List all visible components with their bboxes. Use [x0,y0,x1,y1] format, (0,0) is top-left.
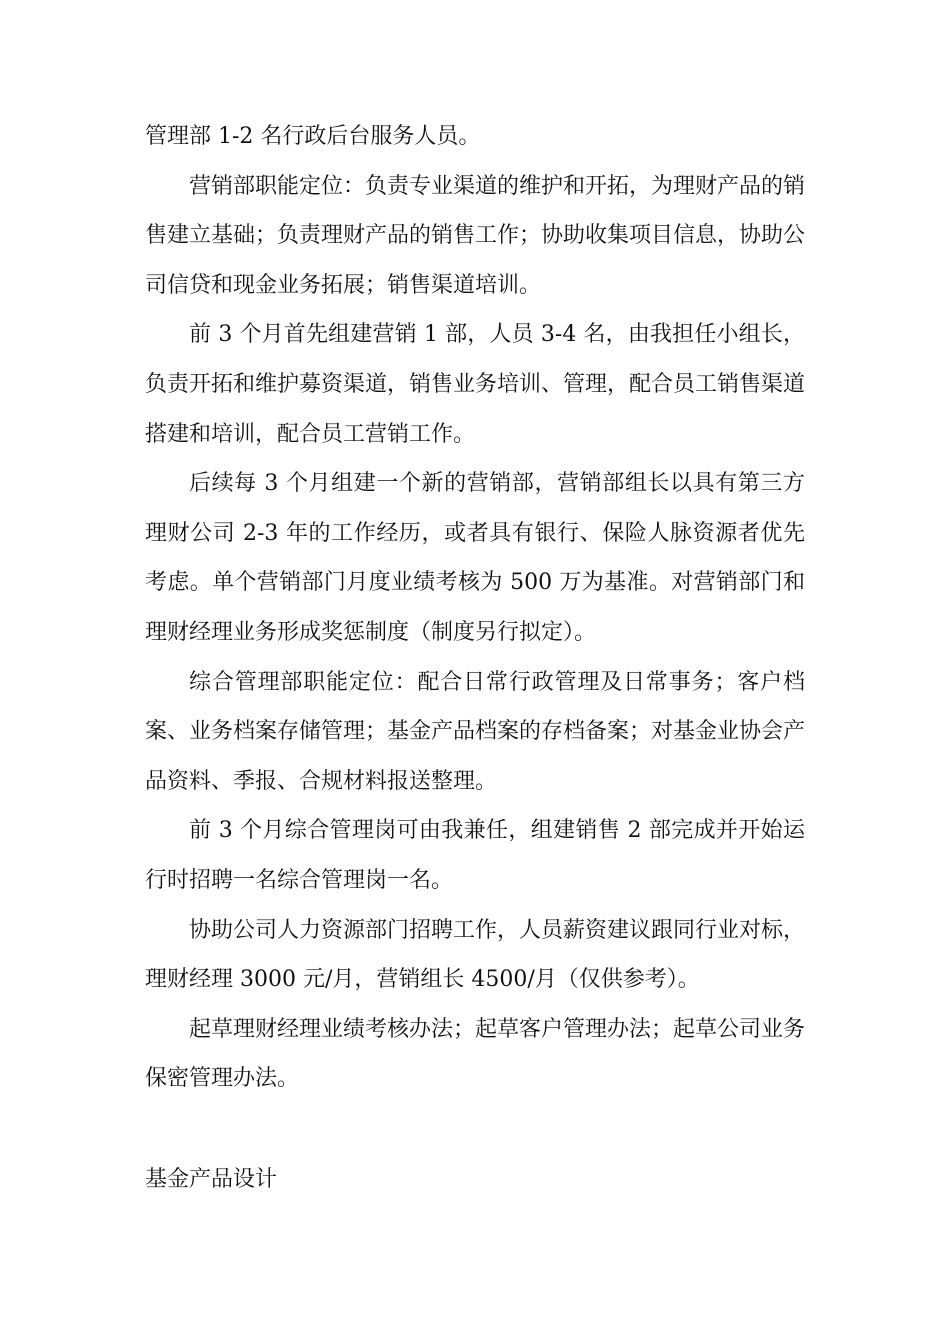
paragraph-6: 前 3 个月综合管理岗可由我兼任，组建销售 2 部完成并开始运行时招聘一名综合管理岗一名。 [145,818,805,893]
paragraph-7: 协助公司人力资源部门招聘工作，人员薪资建议跟同行业对标，理财经理 3000 元/月，营销组长 4500/月（仅供参考）。 [145,917,806,993]
paragraph-2: 营销部职能定位：负责专业渠道的维护和开拓，为理财产品的销售建立基础；负责理财产品的销售工作；协助收集项目信息，协助公司信贷和现金业务拓展；销售渠道培训。 [145,173,806,298]
paragraph-5: 综合管理部职能定位：配合日常行政管理及日常事务；客户档案、业务档案存储管理；基金产品档案的存档备案；对基金业协会产品资料、季报、合规材料报送整理。 [145,669,806,794]
section-heading: 基金产品设计 [145,1167,278,1192]
paragraph-1: 管理部 1-2 名行政后台服务人员。 [145,124,481,149]
paragraph-8: 起草理财经理业绩考核办法；起草客户管理办法；起草公司业务保密管理办法。 [145,1016,806,1092]
paragraph-3: 前 3 个月首先组建营销 1 部，人员 3-4 名，由我担任小组长，负责开拓和维护募资渠道，销售业务培训、管理，配合员工销售渠道搭建和培训，配合员工营销工作。 [145,322,806,447]
body-text [145,112,805,1104]
paragraph-4: 后续每 3 个月组建一个新的营销部，营销部组长以具有第三方理财公司 2-3 年的工作经历，或者具有银行、保险人脉资源者优先考虑。单个营销部门月度业绩考核为 500 万为基准。对营销部门和理财经理业务形成奖惩制度（制度另行拟定）。 [145,471,805,645]
